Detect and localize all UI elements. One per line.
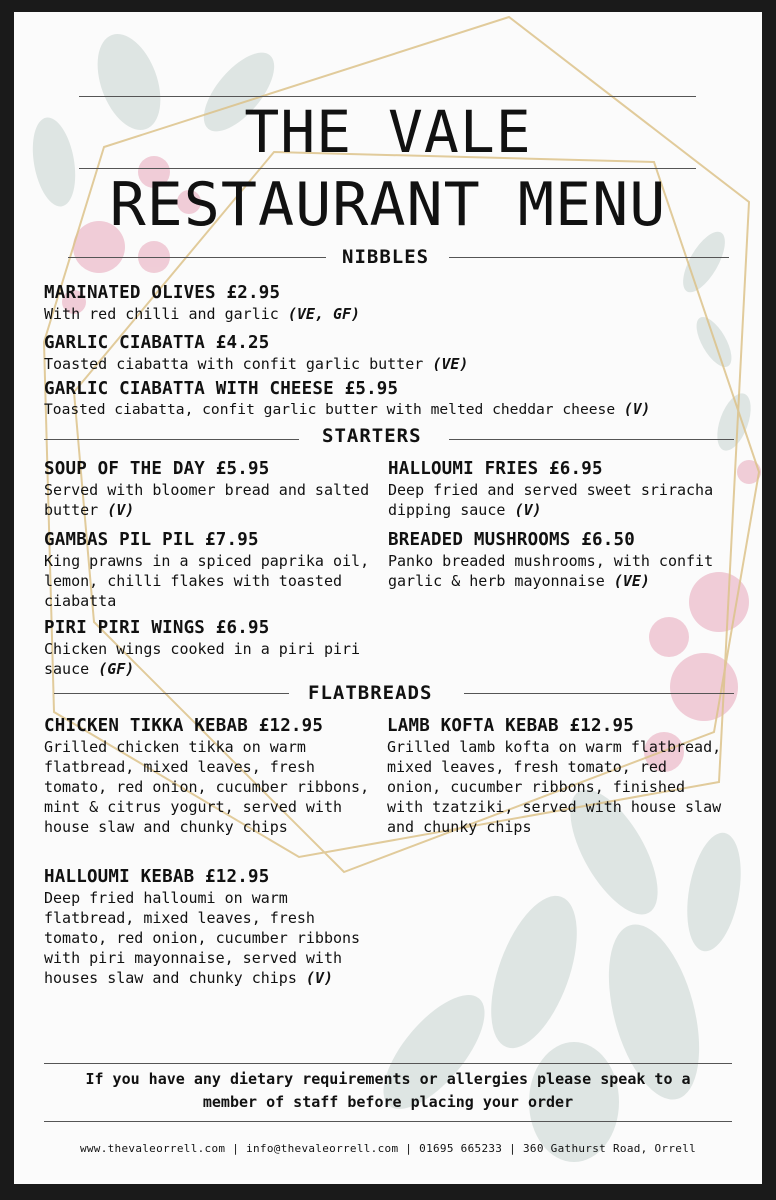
contact-footer: www.thevaleorrell.com | info@thevaleorrell.com | 01695 665233 | 360 Gathurst Road, Orrell [79,1142,697,1155]
divider [44,1121,732,1122]
divider [449,439,734,440]
divider [464,693,734,694]
menu-page [14,12,762,1184]
item-description: Served with bloomer bread and salted butter (V) [44,481,370,519]
item-description: Toasted ciabatta with confit garlic butter (VE) [44,355,469,373]
title-line-2: RESTAURANT MENU [109,170,667,240]
dietary-tag: (VE, GF) [287,305,361,323]
menu-item [44,458,379,520]
dietary-tag: (V) [107,501,135,519]
item-description: Chicken wings cooked in a piri piri sauce (GF) [44,640,361,678]
item-description: King prawns in a spiced paprika oil, lemon, chilli flakes with toasted ciabatta [44,552,370,610]
item-description: Grilled chicken tikka on warm flatbread, mixed leaves, fresh tomato, red onion, cucumber ribbons, mint & citrus yogurt, served with house slaw and chunky chips [44,738,370,836]
item-description: Panko breaded mushrooms, with confit garlic & herb mayonnaise (VE) [388,552,714,590]
item-name: BREADED MUSHROOMS £6.50 [388,530,635,550]
allergy-note-line-1: If you have any dietary requirements or allergies please speak to a [85,1070,691,1088]
divider [44,439,299,440]
dietary-tag: (GF) [98,660,135,678]
menu-item [388,529,728,591]
menu-item [44,529,379,611]
item-description: Deep fried and served sweet sriracha dipping sauce (V) [388,481,714,519]
dietary-tag: (V) [514,501,542,519]
divider [449,257,729,258]
item-description: Grilled lamb kofta on warm flatbread, mixed leaves, fresh tomato, red onion, cucumber ribbons, finished with tzatziki, served with house slaw and chunky chips [387,738,722,836]
dietary-tag: (VE) [613,572,650,590]
section-heading-starters: STARTERS [322,425,422,447]
menu-item [44,282,759,324]
dietary-tag: (V) [305,969,333,987]
item-name: GARLIC CIABATTA £4.25 [44,333,270,353]
divider [68,257,326,258]
menu-item [44,617,379,679]
item-name: PIRI PIRI WINGS £6.95 [44,618,270,638]
item-name: LAMB KOFTA KEBAB £12.95 [387,716,634,736]
item-description: Deep fried halloumi on warm flatbread, mixed leaves, fresh tomato, red onion, cucumber ribbons with piri mayonnaise, served with houses slaw and chunky chips (V) [44,889,361,987]
item-name: HALLOUMI FRIES £6.95 [388,459,603,479]
menu-item [44,715,379,837]
divider [54,693,289,694]
title-line-1: THE VALE [244,98,532,166]
menu-item [388,458,728,520]
menu-item [44,332,759,374]
dietary-tag: (VE) [432,355,469,373]
item-name: GAMBAS PIL PIL £7.95 [44,530,259,550]
menu-item [387,715,727,837]
menu-item [44,378,759,420]
section-heading-nibbles: NIBBLES [342,246,430,268]
divider [79,168,696,169]
section-heading-flatbreads: FLATBREADS [308,682,433,704]
item-name: CHICKEN TIKKA KEBAB £12.95 [44,716,324,736]
item-name: SOUP OF THE DAY £5.95 [44,459,270,479]
item-name: GARLIC CIABATTA WITH CHEESE £5.95 [44,379,399,399]
item-name: HALLOUMI KEBAB £12.95 [44,867,270,887]
menu-item [44,866,379,988]
divider [44,1063,732,1064]
item-description: With red chilli and garlic (VE, GF) [44,305,361,323]
divider [79,96,696,97]
dietary-tag: (V) [623,401,651,418]
item-description: Toasted ciabatta, confit garlic butter with melted cheddar cheese (V) [44,401,651,418]
allergy-note-line-2: member of staff before placing your order [202,1093,574,1111]
item-name: MARINATED OLIVES £2.95 [44,283,281,303]
